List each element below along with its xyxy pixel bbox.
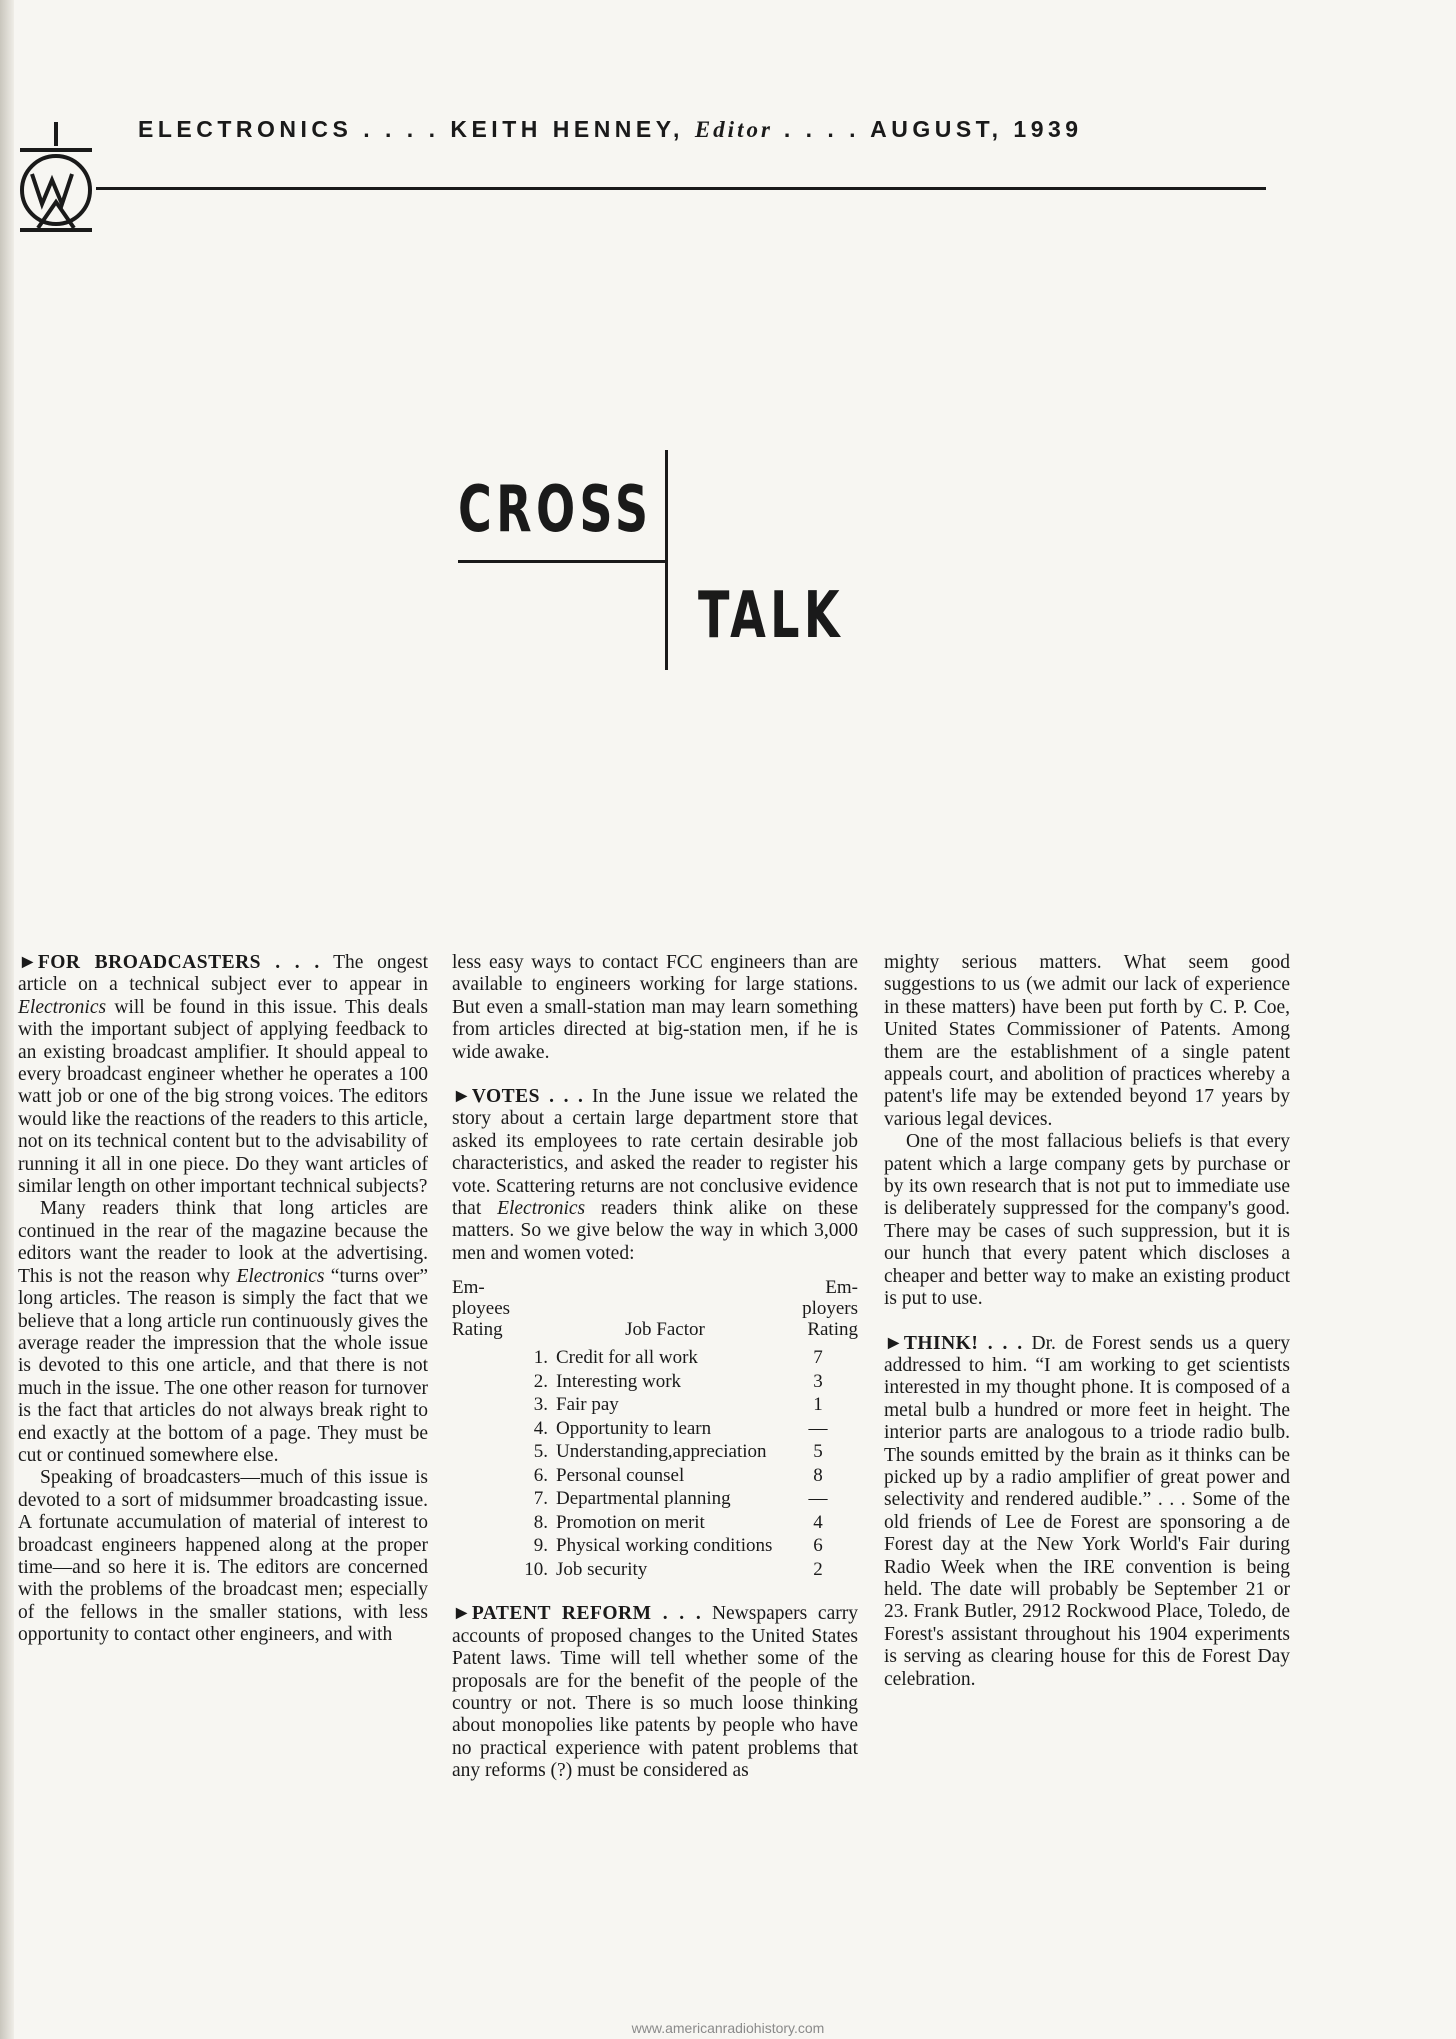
row-number: 1. [533,1347,548,1369]
employers-rating: 1 [813,1394,823,1416]
table-row [452,1534,858,1558]
paragraph-patent-suggestions: mighty serious matters. What seem good suggestions to us (we admit our lack of experience in these matters) have been put forth by C. P. Coe, United States Commissioner of Patents. Among them are the establishment of a single patent appeals court, and abolition of practices whereby a patent's life may be extended beyond 17 years by various legal devices. [884,952,1290,1130]
employers-rating: 6 [813,1535,823,1557]
table-row [452,1511,858,1535]
row-number: 7. [533,1488,548,1510]
table-row [452,1464,858,1488]
row-number: 6. [533,1464,548,1486]
table-row [452,1558,858,1582]
paragraph-fcc-contact: less easy ways to contact FCC engineers than are available to engineers working for large stations. But even a small-station man may learn something from articles directed at big-station men, if he is wide awake. [452,952,858,1063]
column-header-employees: Em- ployees Rating [452,1277,511,1341]
row-number: 10. [524,1558,548,1580]
section-head-broadcasters: ►FOR BROADCASTERS . . . [18,952,320,973]
job-factor: Fair pay [556,1394,619,1416]
masthead [138,116,1258,152]
job-factor: Departmental planning [556,1488,731,1510]
job-factor: Physical working conditions [556,1535,773,1557]
row-number: 4. [533,1417,548,1439]
row-number: 2. [533,1370,548,1392]
paragraph-patent-reform: ►PATENT REFORM . . . Newspapers carry accounts of proposed changes to the United States Patent laws. Time will tell whether some of the proposals are for the benefit of the people of the country or not. There is so much loose thinking about monopolies like patents by people who have no practical experience with patent problems that any reforms (?) must be considered as [452,1603,858,1782]
employers-rating: — [808,1417,828,1439]
section-head-votes: ►VOTES . . . [452,1086,584,1108]
employers-rating: 5 [813,1441,823,1463]
column-1 [18,952,428,1647]
table-row [452,1346,858,1370]
job-factor: Interesting work [556,1370,682,1392]
paragraph-long-articles: Many readers think that long articles are continued in the rear of the magazine because the editors want the reader to look at the advertising. This is not the reason why Electronics “turns over” long articles. The reason is simply the fact that we believe that a long article run continuously gives the average reader the impression that the whole issue is devoted to this one article, and that there is not much in the issue. The one other reason for turnover is the fact that articles do not always break right to end exactly at the bottom of a page. They must be cut or continued somewhere else. [18,1198,429,1466]
job-factor: Understanding,appreciation [556,1441,767,1463]
title-cross: CROSS [458,473,653,547]
magazine-name: ELECTRONICS [138,116,353,142]
row-number: 9. [533,1535,548,1557]
job-factor: Opportunity to learn [556,1417,712,1439]
table-row [452,1417,858,1441]
employers-rating: 8 [813,1464,823,1486]
publisher-logo [12,118,100,248]
issue-date: AUGUST, 1939 [870,116,1083,142]
row-number: 3. [533,1394,548,1416]
masthead-rule [96,187,1266,190]
masthead-separator: . . . . [783,116,861,142]
paragraph-broadcasters: ►FOR BROADCASTERS . . . The ongest article on a technical subject ever to appear in Electronics will be found in this issue. This deals with the important subject of applying feedback to an existing broadcast amplifier. It should appeal to every broadcast engineer whether he operates a 100 watt job or one of the big strong voices. The editors would like the reactions of the readers to this article, not on its technical content but to the advisability of running it all in one piece. Do they want articles of similar length on other important technical subjects? [18,952,428,1198]
title-horizontal-rule [458,560,668,563]
editor-title: Editor [694,117,773,142]
job-factor: Job security [556,1558,648,1580]
employers-rating: 7 [813,1347,823,1369]
title-talk: TALK [698,579,844,653]
row-number: 5. [533,1441,548,1463]
scan-edge [0,0,14,2039]
employers-rating: — [808,1488,828,1510]
row-number: 8. [533,1511,548,1533]
section-head-think: ►THINK! . . . [884,1332,1023,1354]
employers-rating: 2 [813,1558,823,1580]
masthead-separator: . . . . [363,116,440,142]
job-factor: Personal counsel [556,1464,685,1486]
job-factor: Credit for all work [556,1347,698,1369]
paragraph-votes: ►VOTES . . . In the June issue we related the story about a certain large department store that asked its employees to rate certain desirable job characteristics, and asked the reader to register his vote. Scattering returns are not conclusive evidence that Electronics readers think alike on these matters. So we give below the way in which 3,000 men and women voted: [452,1086,859,1264]
table-row [452,1393,858,1417]
employers-rating: 4 [813,1511,823,1533]
section-head-patent-reform: ►PATENT REFORM . . . [452,1603,702,1625]
employers-rating: 3 [813,1370,823,1392]
table-row [452,1487,858,1511]
footer-url: www.americanradiohistory.com [631,2020,825,2036]
column-header-employers: Em- ployers Rating [802,1277,858,1341]
editor-name: KEITH HENNEY, [450,116,684,142]
column-3 [884,952,1290,1691]
table-row [452,1440,858,1464]
column-2 [452,952,858,1783]
job-factor-rows [452,1346,858,1581]
paragraph-speaking-of-broadcasters: Speaking of broadcasters—much of this issue is devoted to a sort of midsummer broadcasting issue. A fortunate accumulation of material of interest to broadcast engineers happened along at the proper time—and so here it is. The editors are concerned with the problems of the broadcast men; especially of the fellows in the smaller stations, with less opportunity to contact other engineers, and with [18,1467,428,1646]
paragraph-think: ►THINK! . . . Dr. de Forest sends us a query addressed to him. “I am working to get scientists interested in my thought phone. It is composed of a metal bulb a hundred or more feet in height. The interior parts are analogous to a triode radio bulb. The sounds emitted by the brain as it thinks can be picked up by a radio amplifier of great power and selectivity and rendered audible.” . . . Some of the old friends of Lee de Forest are sponsoring a de Forest day at the New York World's Fair during Radio Week when the IRE convention is being held. The date will probably be September 21 or 23. Frank Butler, 2912 Rockwood Place, Toledo, de Forest's assistant throughout his 1904 experiments is serving as clearing house for this de Forest Day celebration. [884,1332,1291,1690]
job-factor: Promotion on merit [556,1511,705,1533]
job-factor-table [452,1277,858,1581]
column-header-factor: Job Factor [625,1319,705,1341]
table-row [452,1370,858,1394]
paragraph-fallacious-beliefs: One of the most fallacious beliefs is that every patent which a large company gets by purchase or by its own research that is not put to immediate use is deliberately suppressed for the company's good. There may be cases of such suppression, but it is our hunch that every patent which discloses a cheaper and better way to make an existing product is put to use. [884,1131,1290,1310]
